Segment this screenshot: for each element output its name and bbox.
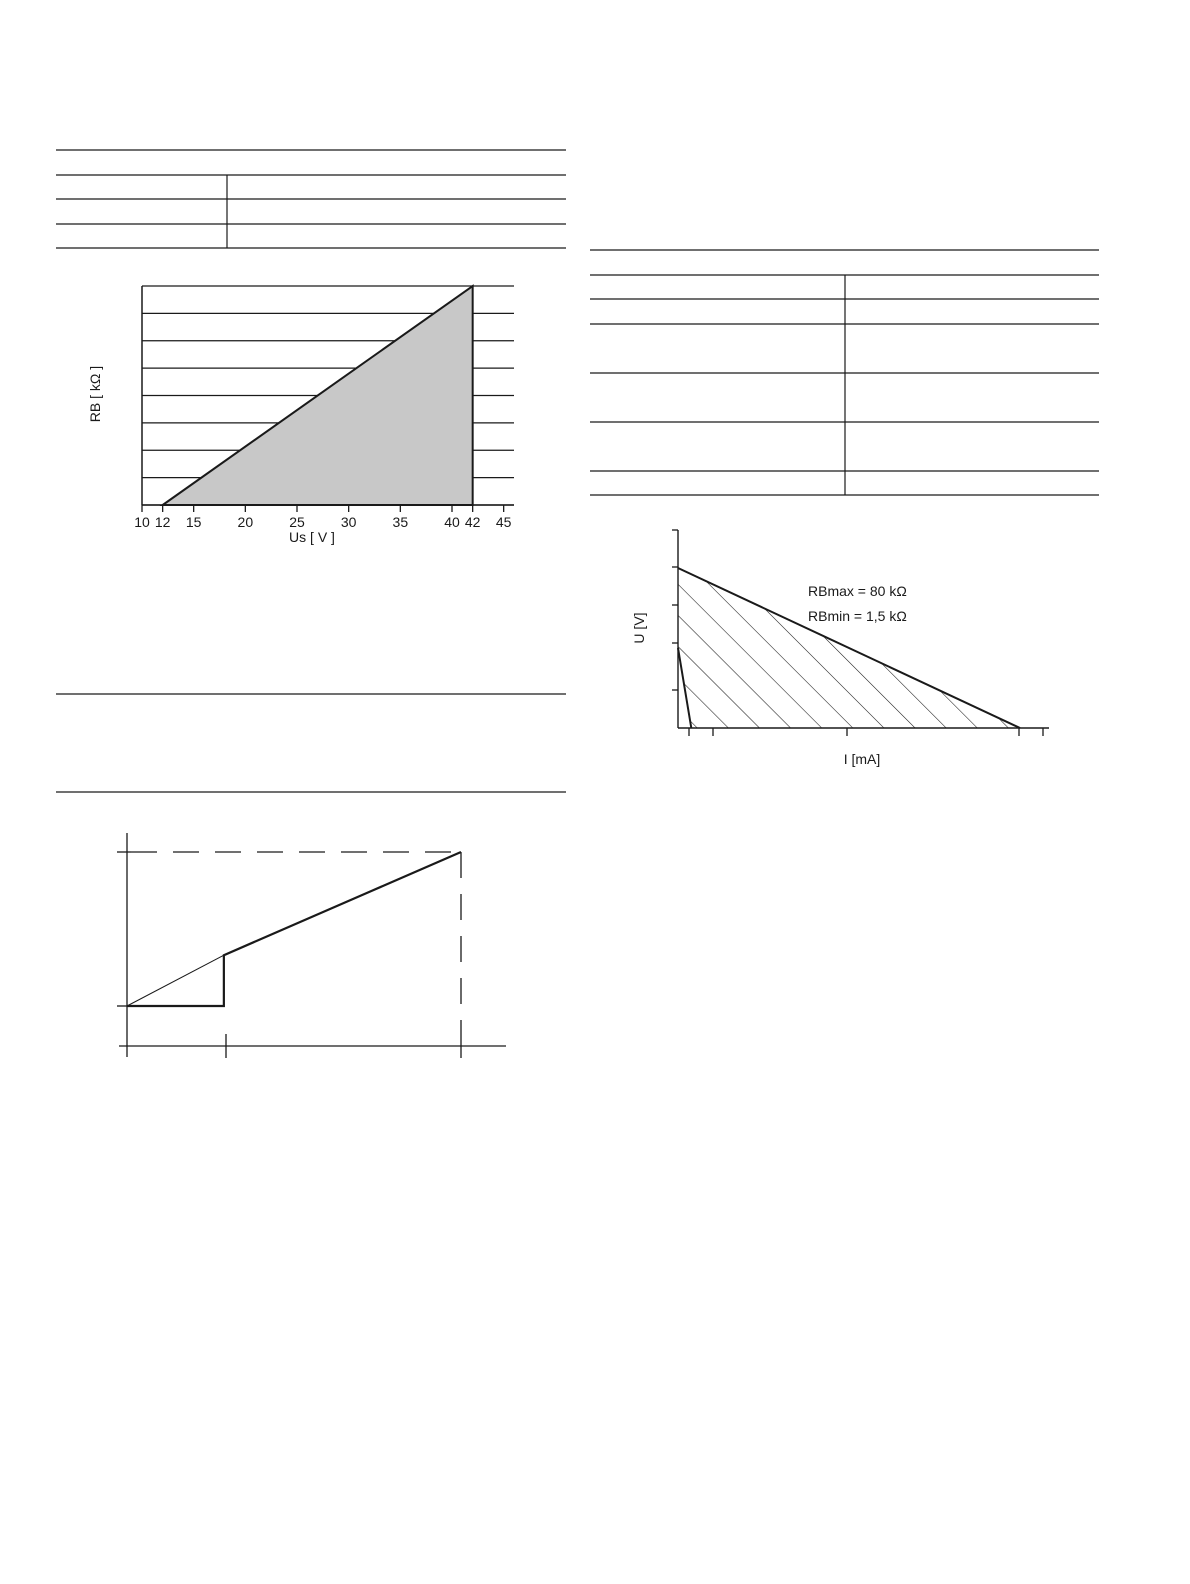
chart-1-x-tick-label: 15 (185, 514, 202, 530)
chart-1-x-tick-label: 20 (237, 514, 254, 530)
chart-1-x-tick-label: 30 (340, 514, 357, 530)
chart-1-x-label: Us [ V ] (289, 529, 335, 545)
chart-2-annotation-rbmin: RBmin = 1,5 kΩ (808, 608, 907, 624)
chart-load-resistance (87, 286, 514, 545)
chart-2-x-label: I [mA] (843, 751, 881, 767)
chart-output-characteristic (117, 833, 506, 1058)
chart-3-characteristic-line (127, 852, 461, 1006)
chart-1-y-label: RB [ kΩ ] (87, 365, 103, 423)
chart-working-range (631, 530, 1049, 767)
chart-3-extrapolated-line (127, 955, 224, 1006)
chart-1-x-tick-label: 35 (392, 514, 409, 530)
table-2 (590, 250, 1099, 495)
chart-1-x-tick-label: 42 (464, 514, 481, 530)
chart-2-annotation-rbmax: RBmax = 80 kΩ (808, 583, 907, 599)
chart-2-y-label: U [V] (631, 612, 647, 644)
chart-2-x-ticks (689, 728, 1043, 736)
chart-1-x-tick-label: 25 (289, 514, 305, 530)
chart-2-y-ticks (672, 530, 678, 690)
chart-1-x-tick-label: 12 (154, 514, 171, 530)
chart-1-x-tick-label: 45 (495, 514, 512, 530)
chart-1-x-tick-label: 40 (444, 514, 460, 530)
chart-1-x-tick-label: 10 (134, 514, 150, 530)
table-1 (56, 150, 566, 248)
chart-1-x-ticks (134, 505, 511, 530)
